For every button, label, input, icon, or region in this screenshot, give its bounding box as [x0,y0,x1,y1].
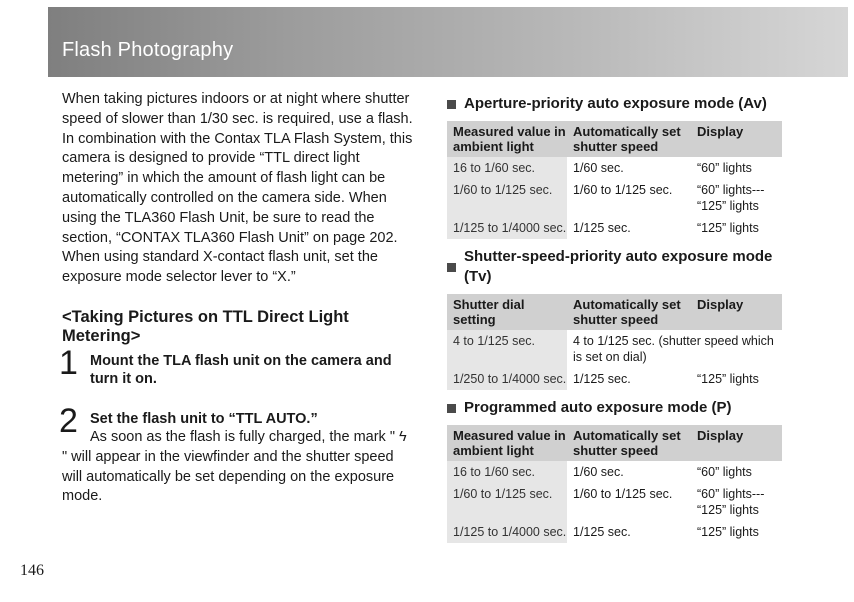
table-header: Display [691,425,782,461]
square-bullet-icon [447,404,456,413]
intro-paragraph: When taking pictures indoors or at night where shutter speed of slower than 1/30 sec. is required, use a flash. In combination with the Contax TLA Flash System, this camera is designed to provide “TTL direct light metering” in which the amount of flash light can be automatically controlled on the camera side. When using the TLA360 Flash Unit, be sure to read the section, “CONTAX TLA360 Flash Unit” on page 202. [62,91,413,246]
table-row: 1/60 to 1/125 sec. 1/60 to 1/125 sec. “60” lights--- “125” lights [447,179,782,217]
table-row: 1/60 to 1/125 sec. 1/60 to 1/125 sec. “60” lights--- “125” lights [447,483,782,521]
table-row: 16 to 1/60 sec. 1/60 sec. “60” lights [447,461,782,483]
page-number: 146 [20,562,44,579]
mode-section-p [447,398,782,543]
table-header: Display [691,294,782,330]
step-2 [59,401,414,507]
header-banner [48,7,848,77]
section-heading: <Taking Pictures on TTL Direct Light Metering> [62,307,349,345]
square-bullet-icon [447,100,456,109]
step-number: 1 [59,343,78,382]
right-column [447,94,782,551]
exposure-table-av [447,121,782,239]
table-header: Automatically set shutter speed [567,121,691,157]
exposure-table-p [447,425,782,543]
table-row: 1/250 to 1/4000 sec. 1/125 sec. “125” lights [447,368,782,390]
mode-title: Aperture-priority auto exposure mode (Av) [447,94,782,114]
intro-paragraph: When using standard X-contact flash unit, set the exposure mode selector lever to “X.” [62,249,378,286]
step-text: As soon as the flash is fully charged, the mark " ϟ " will appear in the viewfinder and the shutter speed will automatically be set depending on the exposure mode. [62,428,407,505]
step-title: Set the flash unit to “TTL AUTO.” [90,410,318,427]
mode-section-tv [447,247,782,390]
table-header: Shutter dial setting [447,294,567,330]
step-1 [59,343,414,388]
table-row: 1/125 to 1/4000 sec. 1/125 sec. “125” lights [447,217,782,239]
mode-title: Programmed auto exposure mode (P) [447,398,782,418]
table-header: Measured value in ambient light [447,425,567,461]
step-number: 2 [59,401,78,440]
step-title: Mount the TLA flash unit on the camera and turn it on. [90,352,392,387]
table-header: Display [691,121,782,157]
table-row: 16 to 1/60 sec. 1/60 sec. “60” lights [447,157,782,179]
table-header: Automatically set shutter speed [567,425,691,461]
table-header: Automatically set shutter speed [567,294,691,330]
left-column [59,90,414,507]
exposure-table-tv [447,294,782,390]
table-row: 1/125 to 1/4000 sec. 1/125 sec. “125” lights [447,521,782,543]
table-header: Measured value in ambient light [447,121,567,157]
mode-title: Shutter-speed-priority auto exposure mode (Tv) [447,247,782,287]
intro-text [62,90,414,288]
page-title: Flash Photography [62,39,234,61]
table-row: 4 to 1/125 sec. 4 to 1/125 sec. (shutter speed which is set on dial) [447,330,782,368]
mode-section-av [447,94,782,239]
square-bullet-icon [447,263,456,272]
